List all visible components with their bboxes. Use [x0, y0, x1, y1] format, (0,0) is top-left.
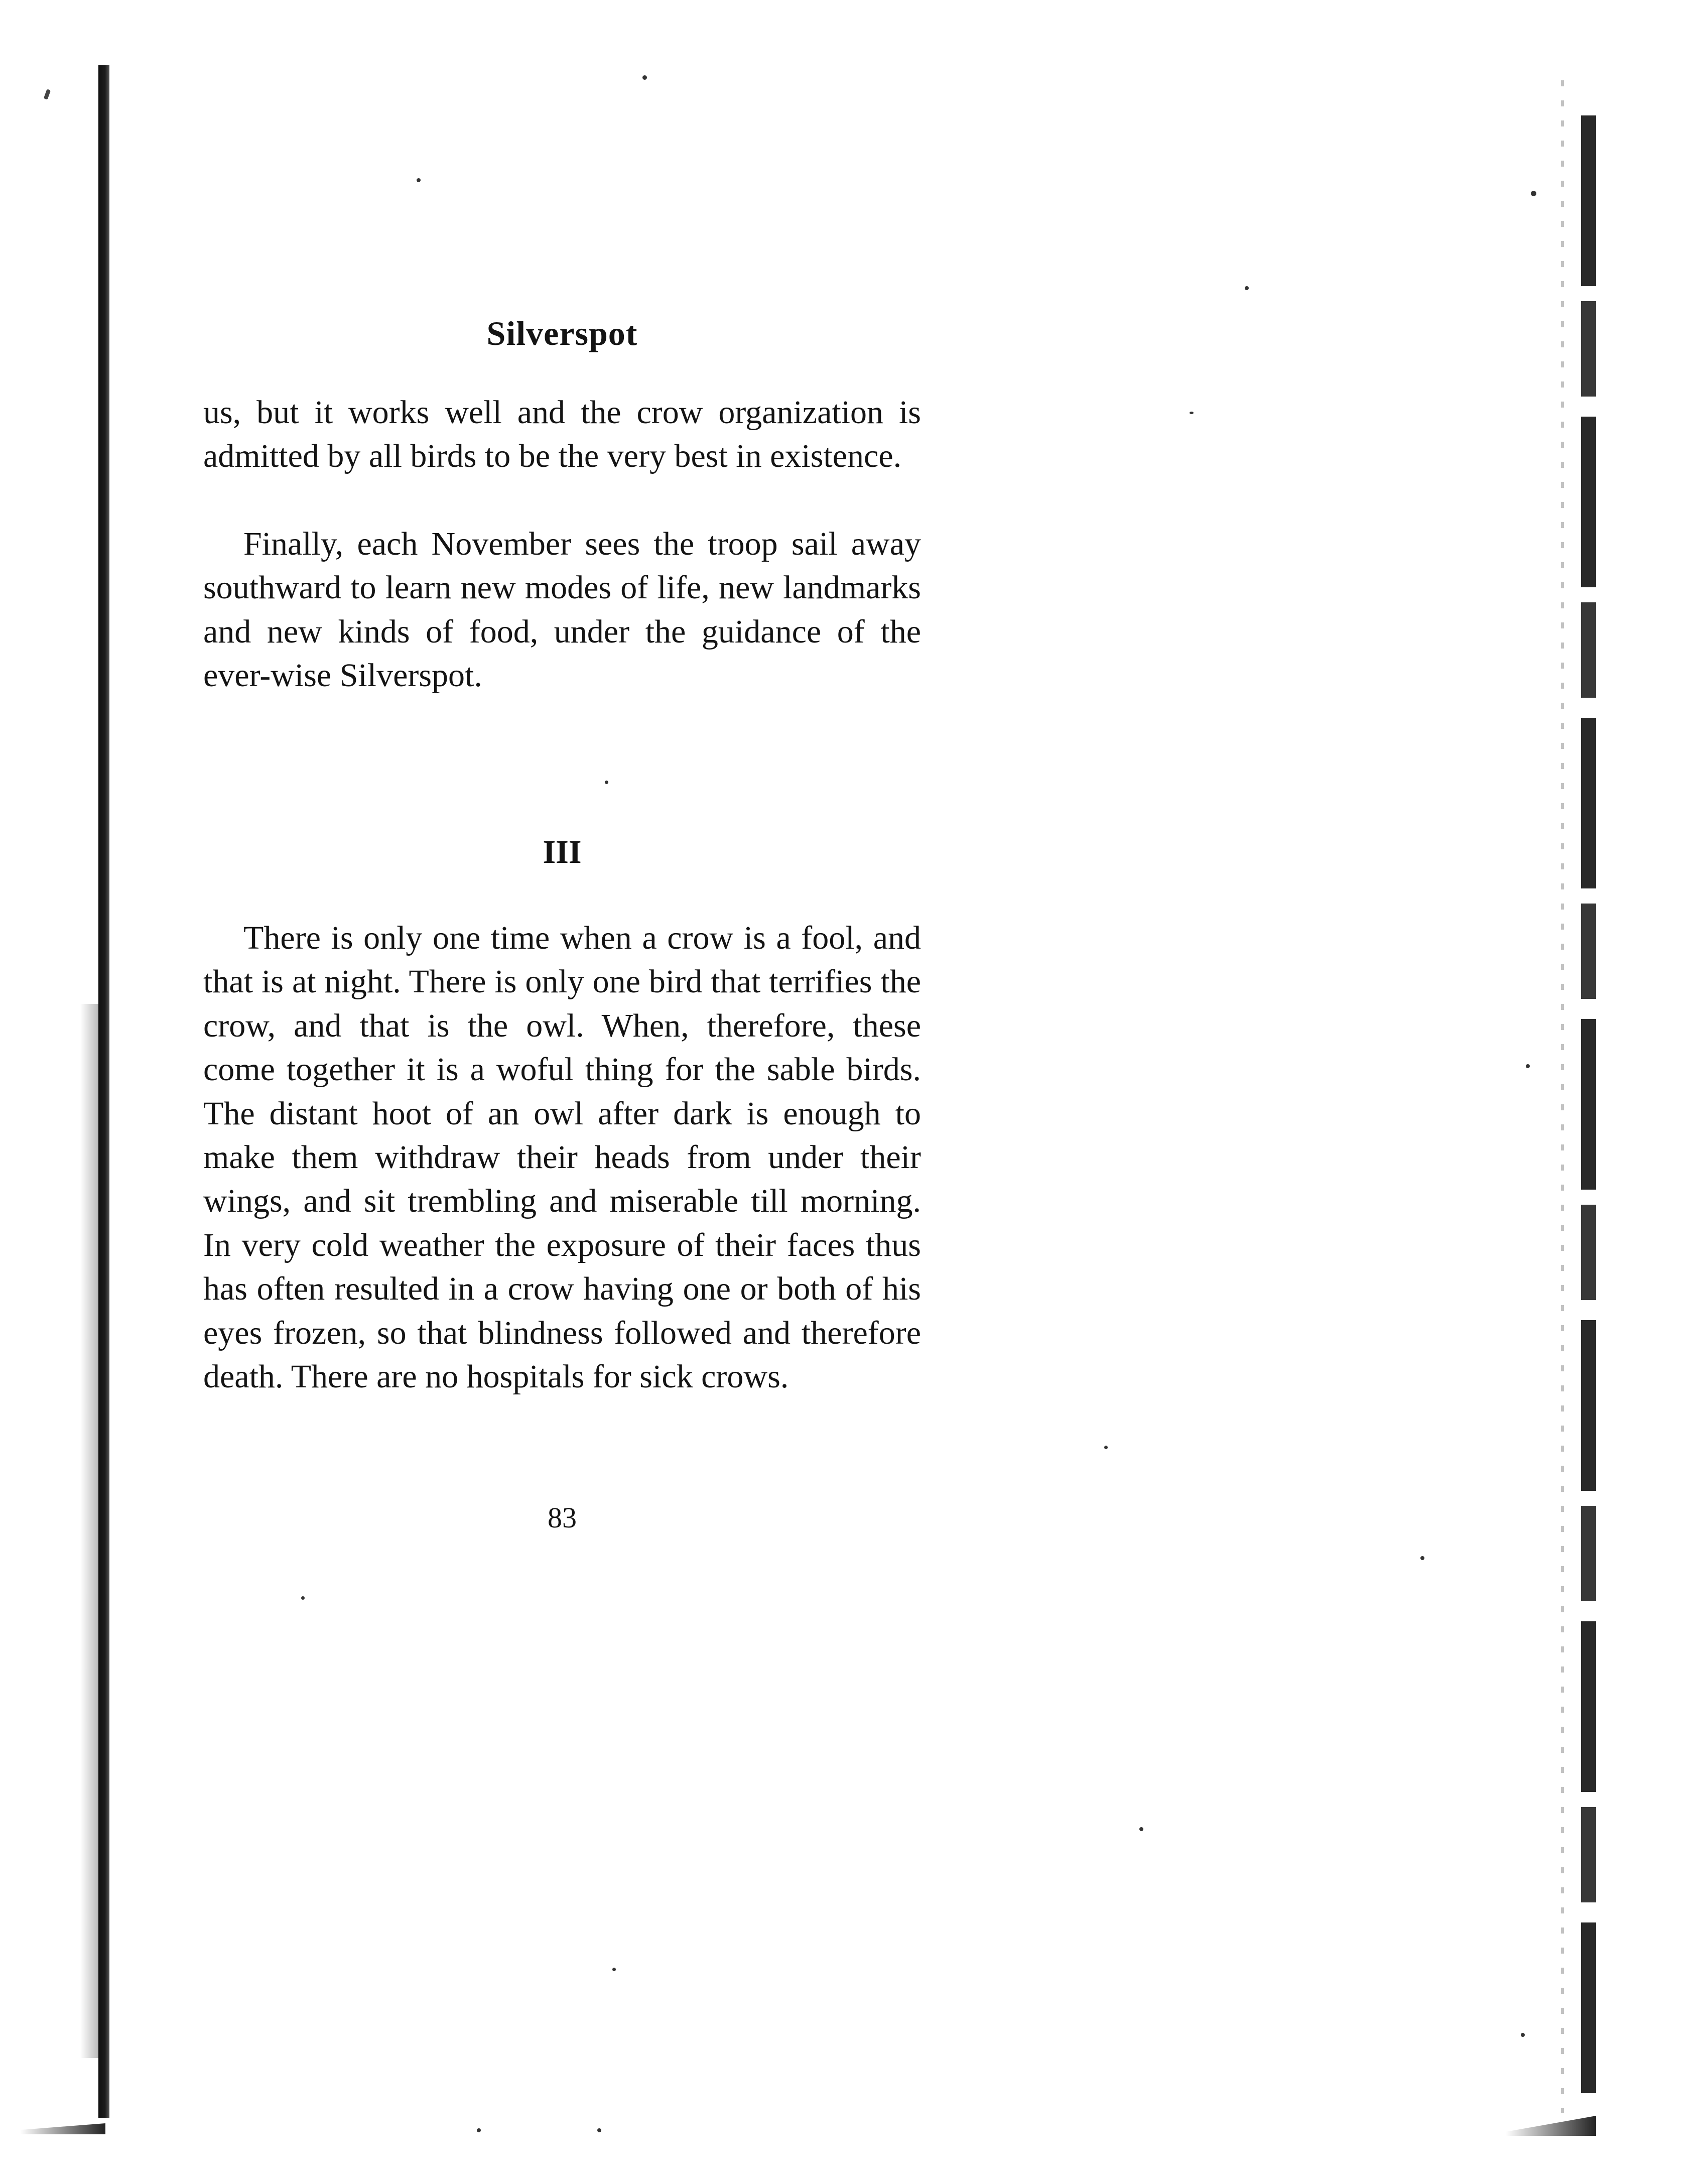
scan-corner-mark-right: [1506, 2116, 1596, 2136]
scan-edge-right-dotted: [1561, 80, 1564, 2113]
scan-speck: [1420, 1556, 1424, 1560]
paragraph: Finally, each November sees the troop sail away southward to learn new modes of life, new landmarks and new kinds of food, under the guidance of the ever-wise Silverspot.: [203, 526, 921, 694]
scan-edge-right: [1581, 115, 1596, 2103]
scan-speck: [1104, 1446, 1108, 1449]
scan-top-mark: [44, 89, 51, 100]
scan-speck: [1526, 1064, 1530, 1068]
scan-speck: [597, 2128, 601, 2132]
scan-binding-shadow: [80, 1004, 98, 2058]
section-numeral: III: [543, 834, 582, 870]
scan-binding-edge-left: [98, 65, 109, 2118]
scan-speck: [1139, 1827, 1143, 1831]
scan-speck: [1190, 412, 1194, 414]
scan-speck: [605, 781, 608, 784]
scan-speck: [477, 2128, 481, 2132]
scan-corner-mark-left: [20, 2123, 105, 2134]
section-paragraph: There is only one time when a crow is a fool, and that is at night. There is only one bird that terrifies the crow, and that is the owl. When, therefore, these come together it is a woful thing for the sable birds. The distant hoot of an owl after dark is enough to make them withdraw their heads from under their wings, and sit trembling and miserable till morning. In very cold weather the exposure of their faces thus has often resulted in a crow having one or both of his eyes frozen, so that blindness followed and therefore death. There are no hospitals for sick crows.: [203, 920, 921, 1395]
scan-speck: [642, 75, 647, 80]
paragraph-continued: us, but it works well and the crow organization is admitted by all birds to be the very best in existence.: [203, 394, 921, 475]
scan-speck: [612, 1968, 616, 1971]
running-head: Silverspot: [486, 314, 638, 352]
scan-speck: [1521, 2033, 1525, 2037]
scan-speck: [1245, 286, 1249, 290]
scan-speck: [417, 178, 421, 182]
scan-speck: [1531, 191, 1536, 196]
page-number: 83: [548, 1501, 577, 1534]
scan-speck: [301, 1596, 305, 1600]
